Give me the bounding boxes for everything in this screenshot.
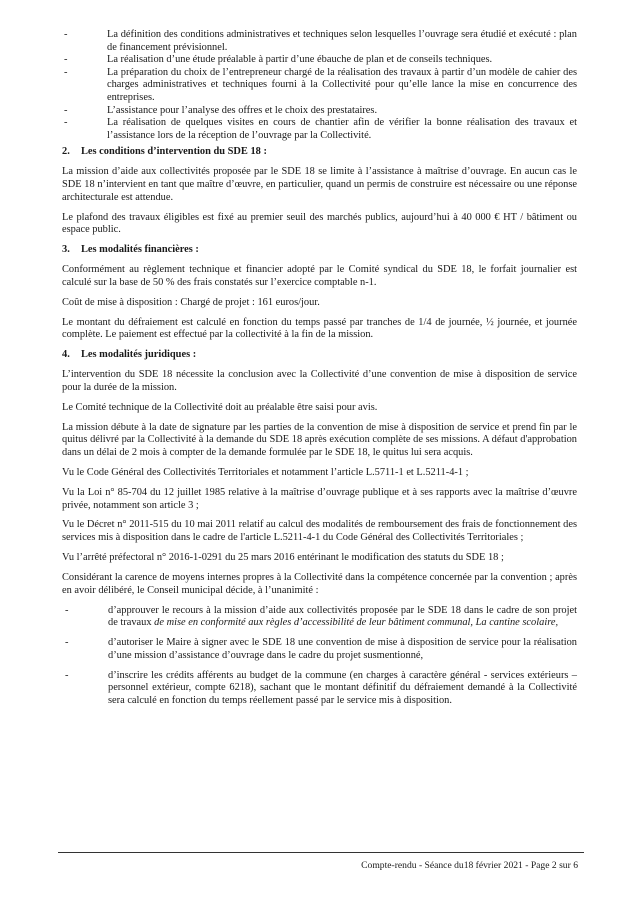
project-name: de mise en conformité aux règles d’accessibilité de leur bâtiment communal, La cantine scolaire, (154, 617, 559, 629)
paragraph: Le Comité technique de la Collectivité doit au préalable être saisi pour avis. (62, 401, 378, 413)
paragraph: Vu l’arrêté préfectoral n° 2016-1-0291 du 25 mars 2016 entérinant le modification des statuts du SDE 18 ; (62, 552, 504, 564)
dash-bullet: - (64, 66, 68, 78)
paragraph: Vu le Décret n° 2011-515 du 10 mai 2011 relatif au calcul des modalités de remboursement des frais de fonctionnement des services mis à disposition dans le cadre de l'article L.5211-4-1 du Code Général des Collectivités Territoriales ; (62, 519, 577, 544)
decision-item: - d’inscrire les crédits afférents au budget de la commune (en charges à caractère général - services extérieurs – personnel extérieur, compte 6218), sachant que le montant définitif du défraiement demandé à la Collectivité sera calculé en fonction du temps réellement passé par le service mis à disposition. (65, 669, 577, 706)
intro-bullet-list (62, 29, 577, 142)
paragraph: Vu la Loi n° 85-704 du 12 juillet 1985 relative à la maîtrise d’ouvrage publique et à ses rapports avec la maîtrise d’œuvre privée, notamment son article 3 ; (62, 486, 577, 511)
decision-item: - d’approuver le recours à la mission d’aide aux collectivités proposée par le SDE 18 dans le cadre de son projet de travaux de mise en conformité aux règles d’accessibilité de leur bâtiment communal, La cantine scolaire, (65, 604, 577, 629)
section-heading-legal: 4. Les modalités juridiques : (62, 349, 197, 361)
page-footer: Compte-rendu - Séance du18 février 2021 - Page 2 sur 6 (361, 860, 578, 871)
document-page (62, 29, 577, 715)
dash-bullet: - (65, 604, 69, 616)
footer-divider (58, 852, 584, 853)
dash-bullet: - (64, 54, 68, 66)
decision-bullet-list (62, 605, 577, 708)
paragraph: Le plafond des travaux éligibles est fixé au premier seuil des marchés publics, aujourd’hui à 40 000 € HT / bâtiment ou espace public. (62, 211, 577, 236)
dash-bullet: - (64, 117, 68, 129)
paragraph: Le montant du défraiement est calculé en fonction du temps passé par tranches de 1/4 de journée, ½ journée, et journée complète. Le paiement est effectué par la collectivité à la fin de la mission. (62, 316, 577, 341)
list-item: - La préparation du choix de l’entrepreneur chargé de la réalisation des travaux à partir d’un modèle de cahier des charges administratives et techniques fourni à la Collectivité pour qu’elle lance la mise en concurrence des entreprises. (64, 66, 577, 103)
paragraph: Conformément au règlement technique et financier adopté par le Comité syndical du SDE 18, le forfait journalier est calculé sur la base de 50 % des frais constatés sur l’exercice comptable n-1. (62, 264, 577, 288)
paragraph: La mission débute à la date de signature par les parties de la convention de mise à disposition de service et prend fin par le quitus délivré par la Collectivité à la demande du SDE 18 après exécution complète de ses missions. A défaut d'approbation dans un délai de 2 mois à compter de la demande formulée par le SDE 18, le quitus lui sera acquis. (62, 421, 577, 458)
paragraph: L’intervention du SDE 18 nécessite la conclusion avec la Collectivité d’une convention de mise à disposition de service pour la durée de la mission. (62, 369, 577, 393)
decision-item: - d’autoriser le Maire à signer avec le SDE 18 une convention de mise à disposition de service pour la réalisation d’une mission d’assistance d’ouvrage dans le cadre du projet susmentionné, (65, 637, 577, 661)
section-heading-financial: 3. Les modalités financières : (62, 244, 199, 256)
paragraph: Vu le Code Général des Collectivités Territoriales et notamment l’article L.5711-1 et L.5211-4-1 ; (62, 466, 469, 478)
list-item: - La réalisation de quelques visites en cours de chantier afin de vérifier la bonne réalisation des travaux et l’assistance lors de la réception de l’ouvrage par la Collectivité. (64, 117, 577, 141)
paragraph: Coût de mise à disposition : Chargé de projet : 161 euros/jour. (62, 296, 320, 308)
paragraph: Considérant la carence de moyens internes propres à la Collectivité dans la compétence concernée par la convention ; après en avoir délibéré, le Conseil municipal décide, à l’unanimité : (62, 572, 577, 596)
section-heading-conditions: 2. Les conditions d’intervention du SDE 18 : (62, 146, 267, 158)
list-item: - L’assistance pour l’analyse des offres et le choix des prestataires. (64, 104, 378, 116)
dash-bullet: - (64, 104, 68, 116)
dash-bullet: - (64, 29, 68, 40)
paragraph: La mission d’aide aux collectivités proposée par le SDE 18 se limite à l’assistance à maîtrise d’ouvrage. En aucun cas le SDE 18 n’intervient en tant que maître d’œuvre, en particulier, quand un permis de construire est nécessaire ou une réponse architecturale est attendue. (62, 166, 577, 203)
list-item: - La réalisation d’une étude préalable à partir d’une ébauche de plan et de conseils techniques. (64, 54, 493, 66)
dash-bullet: - (65, 637, 69, 649)
dash-bullet: - (65, 669, 69, 681)
list-item: - La définition des conditions administratives et techniques selon lesquelles l’ouvrage sera étudié et exécuté : plan de financement prévisionnel. (64, 29, 577, 53)
